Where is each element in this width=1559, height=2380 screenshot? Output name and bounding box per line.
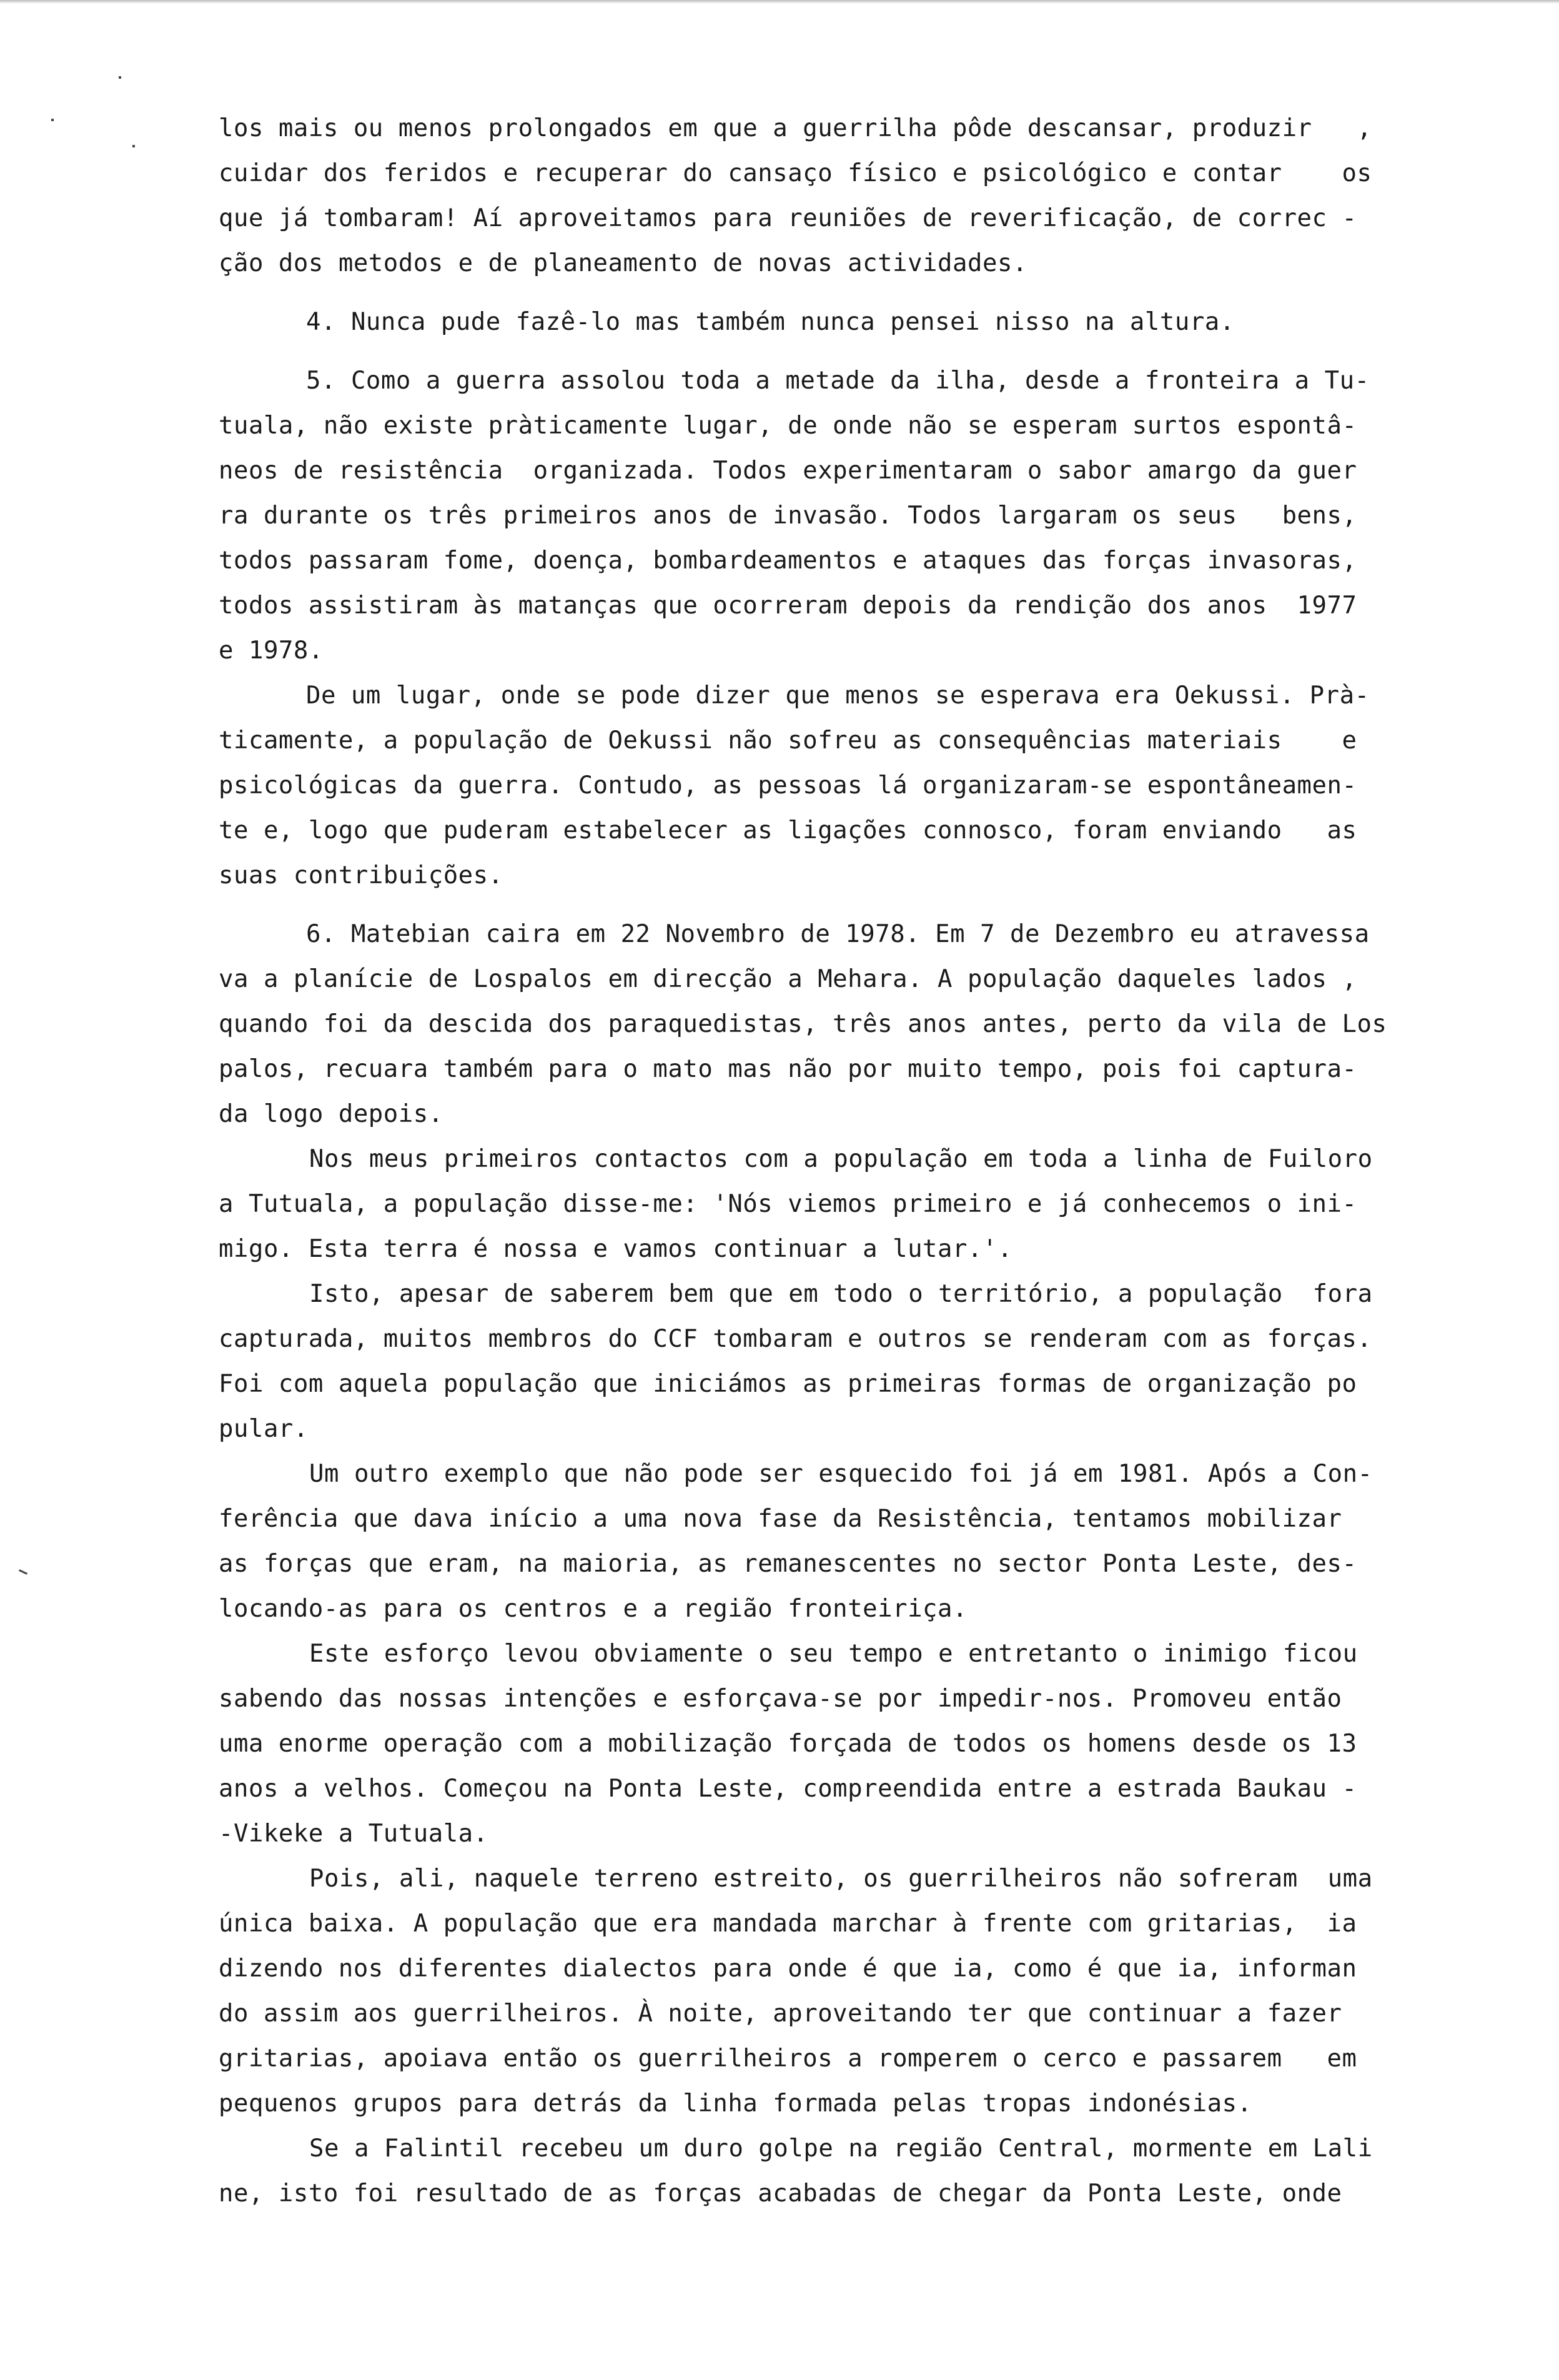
text-line: anos a velhos. Começou na Ponta Leste, compreendida entre a estrada Baukau - bbox=[219, 1775, 1357, 1803]
margin-mark bbox=[119, 76, 121, 79]
text-line: Pois, ali, naquele terreno estreito, os guerrilheiros não sofreram uma bbox=[309, 1865, 1373, 1893]
text-line: va a planície de Lospalos em direcção a Mehara. A população daqueles lados , bbox=[219, 965, 1357, 993]
text-line: migo. Esta terra é nossa e vamos continuar a lutar.'. bbox=[219, 1235, 1012, 1263]
text-line: 4. Nunca pude fazê-lo mas também nunca pensei nisso na altura. bbox=[306, 308, 1235, 336]
text-line: que já tombaram! Aí aproveitamos para reuniões de reverificação, de correc - bbox=[219, 204, 1357, 232]
text-line: Isto, apesar de saberem bem que em todo o território, a população fora bbox=[309, 1280, 1373, 1308]
text-line: Nos meus primeiros contactos com a população em toda a linha de Fuiloro bbox=[309, 1145, 1373, 1173]
text-line: Um outro exemplo que não pode ser esquecido foi já em 1981. Após a Con- bbox=[309, 1460, 1373, 1488]
text-line: ferência que dava início a uma nova fase da Resistência, tentamos mobilizar bbox=[219, 1505, 1342, 1533]
text-line: ção dos metodos e de planeamento de novas actividades. bbox=[219, 249, 1027, 277]
margin-mark bbox=[132, 145, 135, 147]
text-line: pular. bbox=[219, 1415, 309, 1443]
text-line: do assim aos guerrilheiros. À noite, aproveitando ter que continuar a fazer bbox=[219, 2000, 1342, 2028]
text-line: da logo depois. bbox=[219, 1100, 443, 1128]
text-line: a Tutuala, a população disse-me: 'Nós viemos primeiro e já conhecemos o ini- bbox=[219, 1190, 1357, 1218]
text-line: todos passaram fome, doença, bombardeamentos e ataques das forças invasoras, bbox=[219, 547, 1357, 575]
text-line: única baixa. A população que era mandada marchar à frente com gritarias, ia bbox=[219, 1910, 1357, 1938]
text-line: palos, recuara também para o mato mas não por muito tempo, pois foi captura- bbox=[219, 1055, 1357, 1083]
text-line: 5. Como a guerra assolou toda a metade da ilha, desde a fronteira a Tu- bbox=[306, 367, 1370, 395]
text-line: quando foi da descida dos paraquedistas, três anos antes, perto da vila de Los bbox=[219, 1010, 1387, 1038]
text-line: ticamente, a população de Oekussi não sofreu as consequências materiais e bbox=[219, 726, 1357, 755]
page-top-edge bbox=[0, 0, 1559, 4]
text-line: uma enorme operação com a mobilização forçada de todos os homens desde os 13 bbox=[219, 1730, 1357, 1758]
text-line: dizendo nos diferentes dialectos para onde é que ia, como é que ia, informan bbox=[219, 1955, 1357, 1983]
text-line: suas contribuições. bbox=[219, 861, 503, 890]
text-line: ra durante os três primeiros anos de invasão. Todos largaram os seus bens, bbox=[219, 502, 1357, 530]
text-line: as forças que eram, na maioria, as remanescentes no sector Ponta Leste, des- bbox=[219, 1550, 1357, 1578]
text-line: todos assistiram às matanças que ocorreram depois da rendição dos anos 1977 bbox=[219, 592, 1357, 620]
margin-mark bbox=[51, 119, 54, 121]
text-line: sabendo das nossas intenções e esforçava-se por impedir-nos. Promoveu então bbox=[219, 1685, 1342, 1713]
text-line: De um lugar, onde se pode dizer que menos se esperava era Oekussi. Prà- bbox=[306, 682, 1370, 710]
text-line: capturada, muitos membros do CCF tombaram e outros se renderam com as forças. bbox=[219, 1325, 1372, 1353]
margin-mark bbox=[19, 1569, 27, 1575]
text-line: locando-as para os centros e a região fronteiriça. bbox=[219, 1595, 968, 1623]
text-line: gritarias, apoiava então os guerrilheiros a romperem o cerco e passarem em bbox=[219, 2045, 1357, 2073]
text-line: Foi com aquela população que iniciámos as primeiras formas de organização po bbox=[219, 1370, 1357, 1398]
text-line: 6. Matebian caira em 22 Novembro de 1978. Em 7 de Dezembro eu atravessa bbox=[306, 920, 1370, 948]
text-line: neos de resistência organizada. Todos experimentaram o sabor amargo da guer bbox=[219, 457, 1357, 485]
text-line: e 1978. bbox=[219, 637, 324, 665]
typewritten-text bbox=[219, 106, 1518, 2216]
text-line: -Vikeke a Tutuala. bbox=[219, 1820, 488, 1848]
text-line: cuidar dos feridos e recuperar do cansaço físico e psicológico e contar os bbox=[219, 159, 1372, 187]
text-line: Se a Falintil recebeu um duro golpe na região Central, mormente em Lali bbox=[309, 2135, 1373, 2163]
text-line: tuala, não existe pràticamente lugar, de onde não se esperam surtos espontâ- bbox=[219, 412, 1357, 440]
text-line: Este esforço levou obviamente o seu tempo e entretanto o inimigo ficou bbox=[309, 1640, 1358, 1668]
text-line: los mais ou menos prolongados em que a guerrilha pôde descansar, produzir , bbox=[219, 114, 1372, 142]
text-line: pequenos grupos para detrás da linha formada pelas tropas indonésias. bbox=[219, 2090, 1252, 2118]
text-line: te e, logo que puderam estabelecer as ligações connosco, foram enviando as bbox=[219, 816, 1357, 845]
text-line: ne, isto foi resultado de as forças acabadas de chegar da Ponta Leste, onde bbox=[219, 2179, 1342, 2208]
text-line: psicológicas da guerra. Contudo, as pessoas lá organizaram-se espontâneamen- bbox=[219, 771, 1357, 800]
